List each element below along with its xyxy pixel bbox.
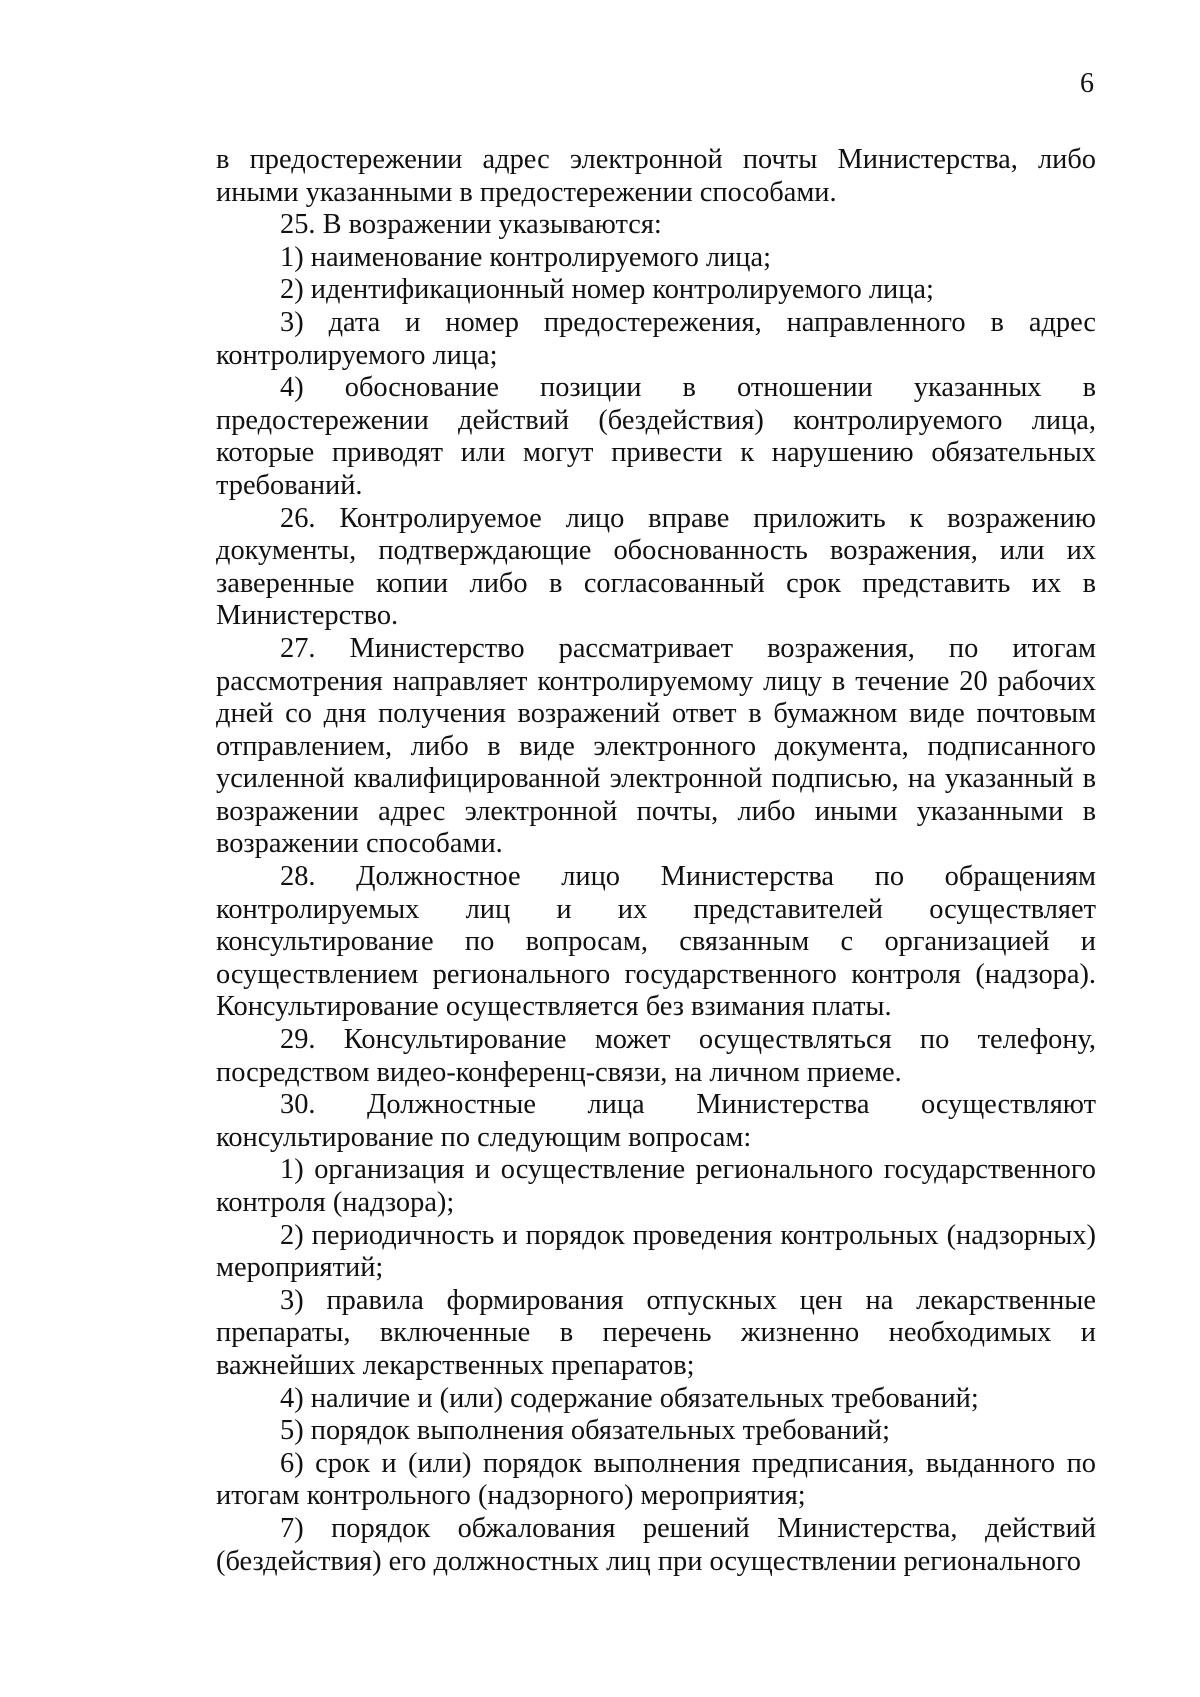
paragraph-subitem-25-3: 3) дата и номер предостережения, направленного в адрес контролируемого лица; bbox=[216, 306, 1096, 371]
paragraph-subitem-25-2: 2) идентификационный номер контролируемого лица; bbox=[280, 274, 934, 306]
paragraph-subitem-30-3: 3) правила формирования отпускных цен на лекарственные препараты, включенные в перечень жизненно необходимых и важнейших лекарственных препаратов; bbox=[216, 1284, 1096, 1381]
paragraph-subitem-30-7: 7) порядок обжалования решений Министерства, действий (бездействия) его должностных лиц при осуществлении регионального bbox=[216, 1512, 1096, 1577]
paragraph-item-27: 27. Министерство рассматривает возражения, по итогам рассмотрения направляет контролируемому лицу в течение 20 рабочих дней со дня получения возражений ответ в бумажном виде почтовым отправлением, либо в виде электронного документа, подписанного усиленной квалифицированной электронной подписью, на указанный в возражении адрес электронной почты, либо иными указанными в возражении способами. bbox=[216, 632, 1096, 860]
paragraph-subitem-30-4: 4) наличие и (или) содержание обязательных требований; bbox=[280, 1382, 979, 1414]
paragraph-item-30: 30. Должностные лица Министерства осуществляют консультирование по следующим вопросам: bbox=[216, 1089, 1096, 1153]
paragraph-continuation: в предостережении адрес электронной почты Министерства, либо иными указанными в предостережении способами. bbox=[216, 144, 1096, 208]
page-number: 6 bbox=[1080, 68, 1094, 99]
paragraph-subitem-30-2: 2) периодичность и порядок проведения контрольных (надзорных) мероприятий; bbox=[216, 1219, 1096, 1284]
document-body bbox=[216, 144, 1096, 1578]
paragraph-subitem-25-4: 4) обоснование позиции в отношении указанных в предостережении действий (бездействия) контролируемого лица, которые приводят или могут привести к нарушению обязательных требований. bbox=[216, 372, 1096, 501]
paragraph-subitem-25-1: 1) наименование контролируемого лица; bbox=[280, 241, 771, 273]
paragraph-item-28: 28. Должностное лицо Министерства по обращениям контролируемых лиц и их представителей осуществляет консультирование по вопросам, связанным с организацией и осуществлением регионального государственного контроля (надзора). Консультирование осуществляется без взимания платы. bbox=[216, 861, 1096, 1023]
paragraph-subitem-30-5: 5) порядок выполнения обязательных требований; bbox=[280, 1415, 890, 1447]
paragraph-subitem-30-6: 6) срок и (или) порядок выполнения предписания, выданного по итогам контрольного (надзорного) мероприятия; bbox=[216, 1447, 1096, 1512]
paragraph-item-25: 25. В возражении указываются: bbox=[280, 209, 662, 241]
paragraph-item-26: 26. Контролируемое лицо вправе приложить к возражению документы, подтверждающие обоснованность возражения, или их заверенные копии либо в согласованный срок представить их в Министерство. bbox=[216, 502, 1096, 632]
paragraph-subitem-30-1: 1) организация и осуществление регионального государственного контроля (надзора); bbox=[216, 1154, 1096, 1218]
paragraph-item-29: 29. Консультирование может осуществляться по телефону, посредством видео-конференц-связи, на личном приеме. bbox=[216, 1024, 1096, 1088]
